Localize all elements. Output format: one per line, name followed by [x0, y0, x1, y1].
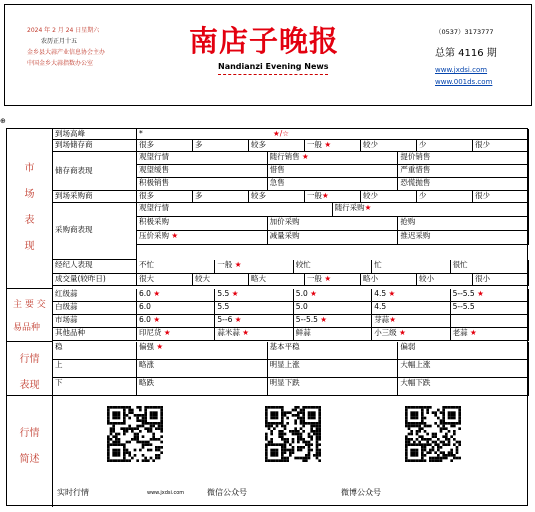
- storage-count-option: 很少: [473, 140, 529, 152]
- storage-option: 提价销售: [398, 152, 529, 165]
- qr-code-weibo[interactable]: [405, 406, 461, 464]
- price-cell: 芽蒜★: [372, 315, 450, 328]
- agent-option: 不忙: [137, 260, 215, 274]
- buyer-option: 加价采购: [268, 217, 399, 231]
- caption-wechat: 微信公众号: [207, 488, 247, 497]
- buyer-count-option: 一般★: [305, 191, 361, 203]
- storage-option: 急售: [268, 178, 399, 191]
- qr-code-live[interactable]: [107, 406, 163, 464]
- storage-label: 储存商表现: [53, 152, 137, 191]
- qr-code-wechat[interactable]: [265, 406, 321, 464]
- price-cell: 鲜蒜: [294, 328, 372, 341]
- price-cell: 蒜米蒜 ★: [215, 328, 293, 341]
- lunar-date: 农历正月十五: [41, 38, 78, 45]
- storage-option: 观望行情: [137, 152, 268, 165]
- price-variety-label: 白级蒜: [53, 302, 137, 315]
- storage-option: 随行销售 ★: [268, 152, 399, 165]
- section-main-label: 主 要 交 易品种: [13, 300, 46, 333]
- storage-count-option: 很多: [137, 140, 193, 152]
- price-cell: 5--5.5: [451, 302, 529, 315]
- agent-label: 经纪人表现: [53, 260, 137, 274]
- masthead-left: [27, 25, 105, 69]
- price-cell: 5.0: [294, 302, 372, 315]
- buyer-option: 压价采购 ★: [137, 231, 268, 245]
- buyer-label: 采购商表现: [53, 203, 137, 260]
- buyer-count-option: 多: [193, 191, 249, 203]
- buyer-count-option: 很多: [137, 191, 193, 203]
- storage-count-option: 多: [193, 140, 249, 152]
- co-organizer: 中国金乡大蒜指数办公室: [27, 60, 94, 67]
- trend-cell: 明显上涨: [268, 360, 399, 378]
- masthead-right: [435, 27, 497, 86]
- section-trend-label: 行情 表现: [19, 354, 40, 391]
- storage-count-option: 少: [417, 140, 473, 152]
- price-variety-label: 其他品种: [53, 328, 137, 341]
- storage-count-option: 较多: [249, 140, 305, 152]
- trend-cell: 大幅下跌: [398, 378, 529, 396]
- phone: （0537）3173777: [435, 28, 494, 36]
- storage-option: 惜售: [268, 165, 399, 178]
- volume-option: 略大: [249, 274, 305, 286]
- buyer-count-option: 较多: [249, 191, 305, 203]
- volume-option: 略小: [361, 274, 417, 286]
- price-variety-label: 红级蒜: [53, 289, 137, 302]
- price-cell: 印尼货 ★: [137, 328, 215, 341]
- buyer-count-label: 到场采购商: [53, 191, 137, 203]
- buyer-option: 推迟采购: [398, 231, 529, 245]
- trend-direction: 上: [53, 360, 137, 378]
- newspaper-title: 南店子晚报: [189, 24, 340, 58]
- buyer-option: 随行采购★: [333, 203, 529, 217]
- buyer-option: 积极采购: [137, 217, 268, 231]
- qr-pattern: [107, 406, 163, 464]
- section-main-items: [7, 289, 53, 342]
- storage-option: 积极销售: [137, 178, 268, 191]
- storage-option: 恐慌抛售: [398, 178, 529, 191]
- price-cell: 5--6 ★: [215, 315, 293, 328]
- organizer: 金乡县大蒜产业信息协会主办: [27, 49, 106, 56]
- issue-number: 总第 4116 期: [435, 48, 497, 59]
- price-cell: 5.5: [215, 302, 293, 315]
- trend-direction: 稳: [53, 342, 137, 360]
- website-link-2[interactable]: www.001ds.com: [435, 78, 493, 86]
- underline-decoration: [218, 74, 328, 75]
- trend-cell: 略跌: [137, 378, 268, 396]
- volume-label: 成交量(较昨日): [53, 274, 137, 286]
- section-market: [7, 129, 53, 289]
- qr-pattern: [265, 406, 321, 464]
- price-cell: [451, 315, 529, 328]
- volume-option: 很小: [473, 274, 529, 286]
- section-market-label: 市 场 表 现: [24, 163, 35, 252]
- buyer-count-option: 较少: [361, 191, 417, 203]
- buyer-option: 抢购: [398, 217, 529, 231]
- peak-star: ★/☆: [273, 129, 289, 138]
- trend-cell: 略涨: [137, 360, 268, 378]
- value-peak: [137, 129, 529, 140]
- website-link-1[interactable]: www.jxdsi.com: [435, 66, 488, 74]
- price-cell: 5.5 ★: [215, 289, 293, 302]
- price-cell: 5--5.5 ★: [294, 315, 372, 328]
- storage-option: 观望缓售: [137, 165, 268, 178]
- section-brief-label: 行情 简述: [19, 428, 40, 465]
- trend-cell: 偏强 ★: [137, 342, 268, 360]
- agent-option: 很忙: [451, 260, 529, 274]
- agent-option: 较忙: [294, 260, 372, 274]
- price-cell: 老蒜 ★: [451, 328, 529, 341]
- section-trend: [7, 342, 53, 396]
- peak-mark: *: [139, 129, 143, 138]
- storage-count-option: 较少: [361, 140, 417, 152]
- price-cell: 6.0 ★: [137, 289, 215, 302]
- price-cell: 5--5.5 ★: [451, 289, 529, 302]
- buyer-option: 减量采购: [268, 231, 399, 245]
- english-title: Nandianzi Evening News: [218, 62, 329, 71]
- volume-option: 较小: [417, 274, 473, 286]
- price-variety-label: 市场蒜: [53, 315, 137, 328]
- storage-option: 严重惜售: [398, 165, 529, 178]
- trend-direction: 下: [53, 378, 137, 396]
- trend-cell: 偏弱: [398, 342, 529, 360]
- price-cell: 4.5: [372, 302, 450, 315]
- trend-cell: 基本平稳: [268, 342, 399, 360]
- price-cell: 6.0 ★: [137, 315, 215, 328]
- price-cell: 5.0 ★: [294, 289, 372, 302]
- volume-option: 很大: [137, 274, 193, 286]
- label-peak: 到场高峰: [53, 129, 137, 140]
- storage-count-label: 到场储存商: [53, 140, 137, 152]
- section-brief: [7, 396, 53, 507]
- buyer-option: 观望行情: [137, 203, 333, 217]
- price-cell: 6.0: [137, 302, 215, 315]
- volume-option: 较大: [193, 274, 249, 286]
- trend-cell: 明显下跌: [268, 378, 399, 396]
- volume-option: 一般 ★: [305, 274, 361, 286]
- buyer-count-option: 少: [417, 191, 473, 203]
- qr-pattern: [405, 406, 461, 464]
- agent-option: 忙: [372, 260, 450, 274]
- agent-option: 一般 ★: [215, 260, 293, 274]
- price-cell: 4.5 ★: [372, 289, 450, 302]
- issue-date: 2024 年 2 月 24 日星期六: [27, 27, 100, 34]
- caption-weibo: 微博公众号: [341, 488, 381, 497]
- buyer-count-option: 很少: [473, 191, 529, 203]
- caption-site: www.jxdsi.com: [147, 490, 185, 496]
- trend-cell: 大幅上涨: [398, 360, 529, 378]
- masthead: [4, 4, 532, 106]
- price-cell: 小三级 ★: [372, 328, 450, 341]
- storage-count-option: 一般 ★: [305, 140, 361, 152]
- table-anchor-icon[interactable]: ⊕: [0, 117, 6, 125]
- market-table: [6, 128, 528, 506]
- caption-live: 实时行情: [57, 488, 89, 497]
